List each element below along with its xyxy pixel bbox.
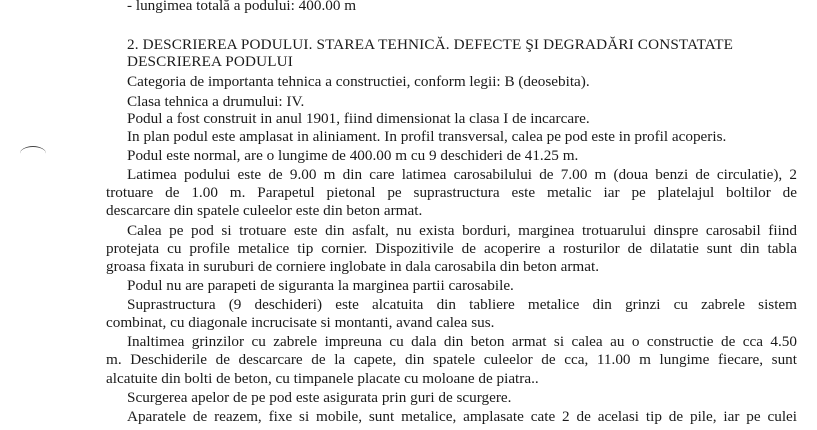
paragraph-line: Scurgerea apelor de pe pod este asigurata prin guri de scurgere.	[127, 389, 512, 406]
paragraph-line: Podul este normal, are o lungime de 400.00 m cu 9 deschideri de 41.25 m.	[127, 147, 579, 164]
total-length-item: - lungimea totală a podului: 400.00 m	[127, 0, 357, 14]
paragraph-line: m. Deschiderile de descarcare de la capete, din spatele culeelor de cca, 11.00 m lungime fiecare, sunt	[106, 351, 797, 368]
paragraph-line: Categoria de importanta tehnica a constructiei, conform legii: B (deosebita).	[127, 73, 590, 90]
paragraph-line: Aparatele de reazem, fixe si mobile, sunt metalice, amplasate cate 2 de acelasi tip de pile, iar pe culei	[127, 408, 797, 425]
paragraph-line: Calea pe pod si trotuare este din asfalt, nu exista borduri, marginea trotuarului dinspre carosabil fiind	[127, 222, 797, 239]
paragraph-line: Podul a fost construit in anul 1901, fiind dimensionat la clasa I de incarcare.	[127, 110, 590, 127]
section-title-line-2: DESCRIEREA PODULUI	[127, 53, 293, 70]
section-title-line-1: 2. DESCRIEREA PODULUI. STAREA TEHNICĂ. DEFECTE ŞI DEGRADĂRI CONSTATATE	[127, 36, 734, 53]
margin-mark	[20, 146, 46, 161]
paragraph-line: Podul nu are parapeti de siguranta la marginea partii carosabile.	[127, 277, 514, 294]
paragraph-line: Inaltimea grinzilor cu zabrele impreuna cu dala din beton armat si calea au o constructie de cca 4.50	[127, 333, 797, 350]
paragraph-line: combinat, cu diagonale incrucisate si montanti, avand calea sus.	[106, 314, 495, 331]
paragraph-line: protejata cu profile metalice tip cornier. Dispozitivile de acoperire a rosturilor de dilatatie sunt din tabla	[106, 240, 797, 257]
paragraph-line: Suprastructura (9 deschideri) este alcatuita din tabliere metalice din grinzi cu zabrele sistem	[127, 296, 797, 313]
paragraph-line: descarcare din spatele culeelor este din beton armat.	[106, 202, 423, 219]
paragraph-line: Latimea podului este de 9.00 m din care latimea carosabilului de 7.00 m (doua benzi de circulatie), 2	[127, 166, 797, 183]
paragraph-line: In plan podul este amplasat in aliniament. In profil transversal, calea pe pod este in profil acoperis.	[127, 128, 727, 145]
paragraph-line: Clasa tehnica a drumului: IV.	[127, 93, 305, 110]
paragraph-line: groasa fixata in suruburi de corniere inglobate in dala carosabila din beton armat.	[106, 258, 599, 275]
paragraph-line: trotuare de 1.00 m. Parapetul pietonal pe suprastructura este metalic iar pe platelajul boltilor de	[106, 184, 797, 201]
paragraph-line: alcatuite din bolti de beton, cu timpanele placate cu moloane de piatra..	[106, 370, 539, 387]
